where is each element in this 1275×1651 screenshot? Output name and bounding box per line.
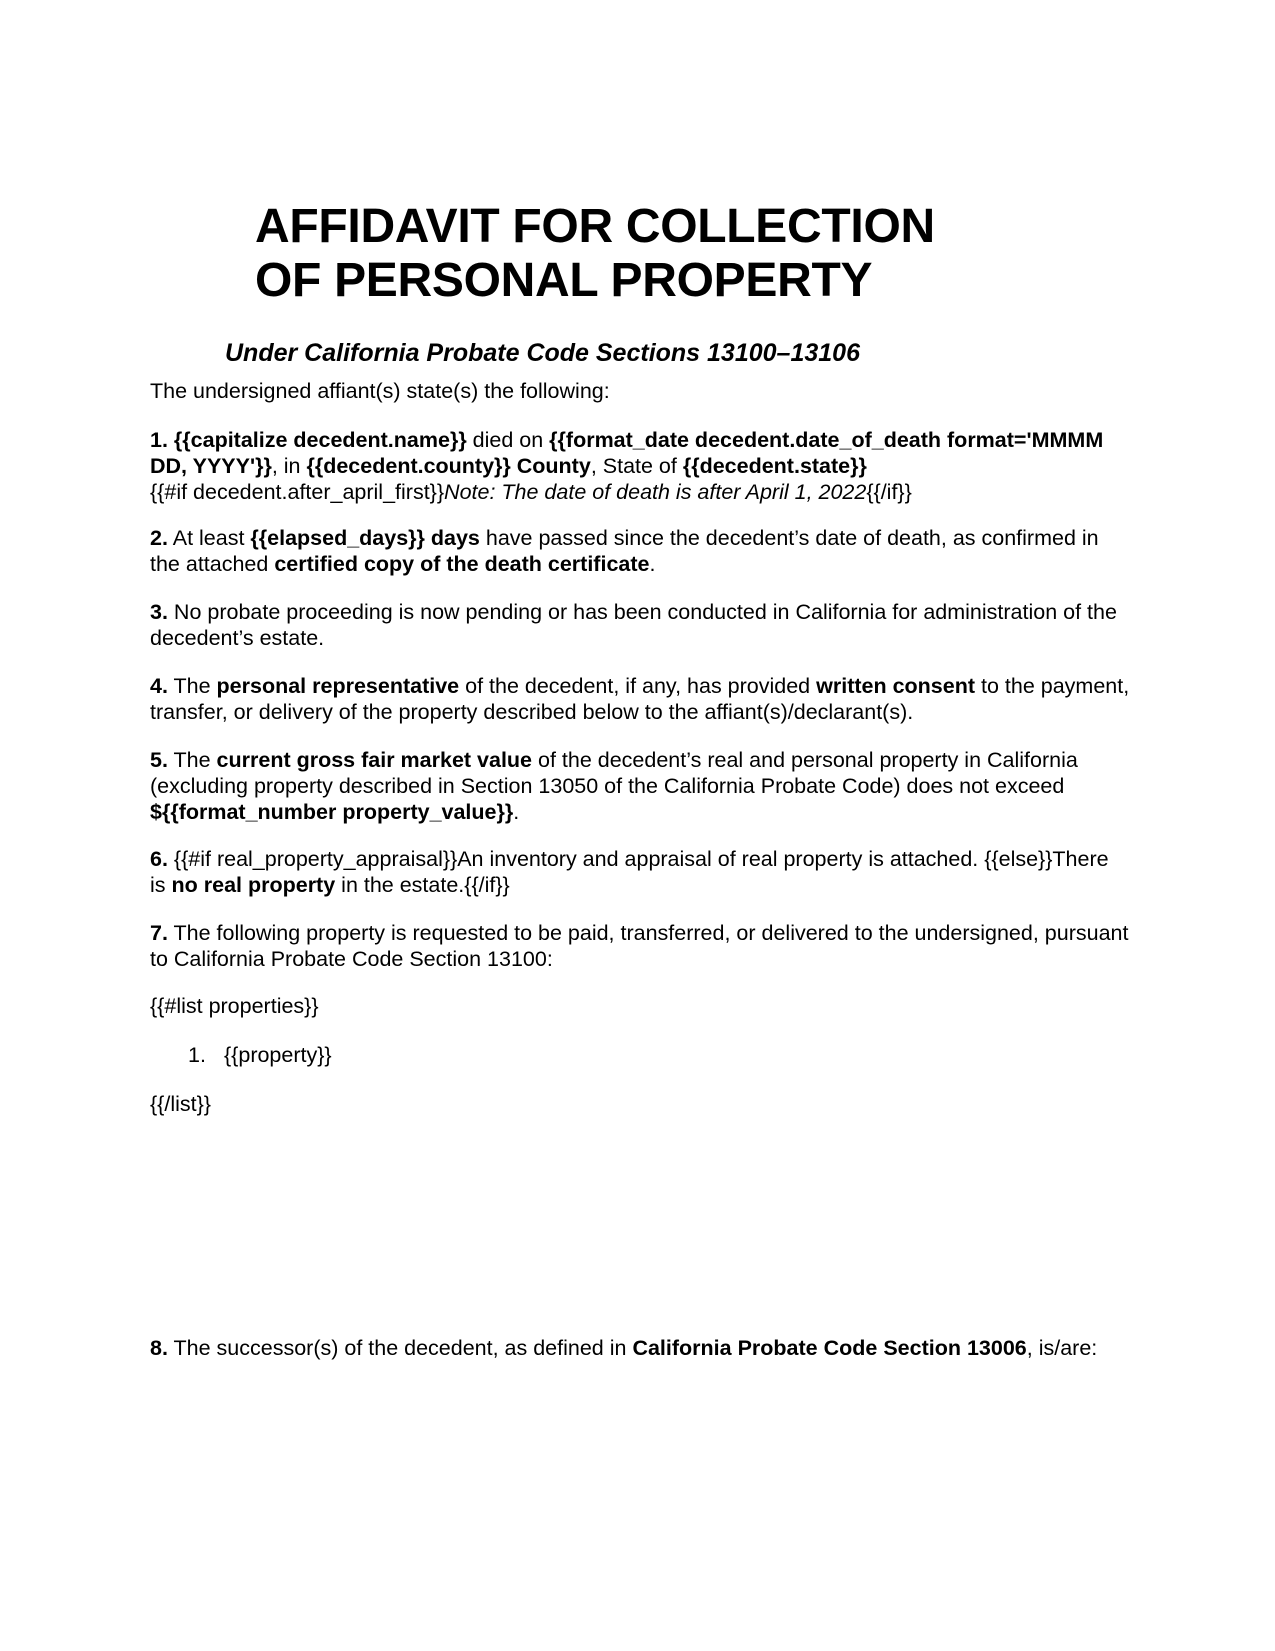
text-segment: , is/are:	[1026, 1336, 1098, 1360]
state-field: {{decedent.state}}	[682, 454, 867, 478]
paragraph-4	[150, 673, 1130, 725]
title-line-2: OF PERSONAL PROPERTY	[255, 254, 873, 307]
text-segment: The following property is requested to be paid, transferred, or delivered to the undersigned, pursuant to California Probate Code Section 13100:	[150, 921, 1129, 971]
decedent-name-field: {{capitalize decedent.name}}	[173, 428, 467, 452]
conditional-tag: {{#if decedent.after_april_first}}	[150, 480, 445, 504]
date-note: Note: The date of death is after April 1, 2022	[444, 480, 867, 504]
document-title	[255, 200, 935, 308]
paragraph-number: 6.	[150, 847, 168, 871]
text-segment: to the payment, transfer, or delivery of the property described below to the affiant(s)/declarant(s).	[150, 674, 1130, 724]
paragraph-number: 7.	[150, 921, 168, 945]
document-subtitle: Under California Probate Code Sections 13100–13106	[225, 339, 860, 367]
property-value-field: ${{format_number property_value}}	[150, 800, 514, 824]
paragraph-8	[150, 1335, 1130, 1361]
elapsed-days-field: {{elapsed_days}} days	[250, 526, 480, 550]
text-segment: At least	[167, 526, 251, 550]
text-segment: .	[649, 552, 656, 576]
paragraph-number: 8.	[150, 1336, 168, 1360]
paragraph-number: 3.	[150, 600, 168, 624]
emphasis-text: California Probate Code Section 13006	[632, 1336, 1027, 1360]
text-segment: of the decedent, if any, has provided	[459, 674, 817, 698]
emphasis-text: no real property	[171, 873, 336, 897]
county-field: {{decedent.county}} County	[306, 454, 591, 478]
date-of-death-field: {{format_date decedent.date_of_death format='MMMM DD, YYYY'}}	[150, 428, 1104, 478]
emphasis-text: current gross fair market value	[216, 748, 533, 772]
text-segment: , State of	[590, 454, 683, 478]
text-segment: have passed since the decedent’s date of death, as confirmed in the attached	[150, 526, 1099, 576]
list-close-tag: {{/list}}	[150, 1092, 211, 1116]
text-segment: The	[167, 674, 217, 698]
paragraph-number: 5.	[150, 748, 168, 772]
paragraph-3	[150, 599, 1130, 651]
paragraph-1	[150, 427, 1130, 505]
text-segment: {{#if real_property_appraisal}}An inventory and appraisal of real property is attached. {{else}}There is	[150, 847, 1109, 897]
text-segment: The successor(s) of the decedent, as defined in	[167, 1336, 633, 1360]
list-item-number: 1.	[188, 1043, 206, 1067]
list-item	[188, 1042, 332, 1068]
list-item-text: {{property}}	[224, 1043, 332, 1067]
text-segment: died on	[466, 428, 550, 452]
emphasis-text: written consent	[816, 674, 976, 698]
paragraph-6	[150, 846, 1130, 898]
paragraph-number: 4.	[150, 674, 168, 698]
text-segment: in the estate.{{/if}}	[335, 873, 510, 897]
paragraph-7	[150, 920, 1130, 972]
title-line-1: AFFIDAVIT FOR COLLECTION	[255, 200, 935, 253]
text-segment: , in	[271, 454, 307, 478]
intro-paragraph: The undersigned affiant(s) state(s) the following:	[150, 379, 610, 403]
emphasis-text: certified copy of the death certificate	[274, 552, 650, 576]
text-segment: No probate proceeding is now pending or has been conducted in California for administration of the decedent’s estate.	[150, 600, 1117, 650]
paragraph-5	[150, 747, 1130, 825]
paragraph-number: 1.	[150, 428, 168, 452]
paragraph-number: 2.	[150, 526, 168, 550]
list-open-tag: {{#list properties}}	[150, 994, 319, 1018]
text-segment: .	[513, 800, 520, 824]
conditional-close-tag: {{/if}}	[866, 480, 912, 504]
text-segment: The	[167, 748, 217, 772]
emphasis-text: personal representative	[216, 674, 460, 698]
text-segment: of the decedent’s real and personal property in California (excluding property described in Section 13050 of the California Probate Code) does not exceed	[150, 748, 1078, 798]
paragraph-2	[150, 525, 1130, 577]
